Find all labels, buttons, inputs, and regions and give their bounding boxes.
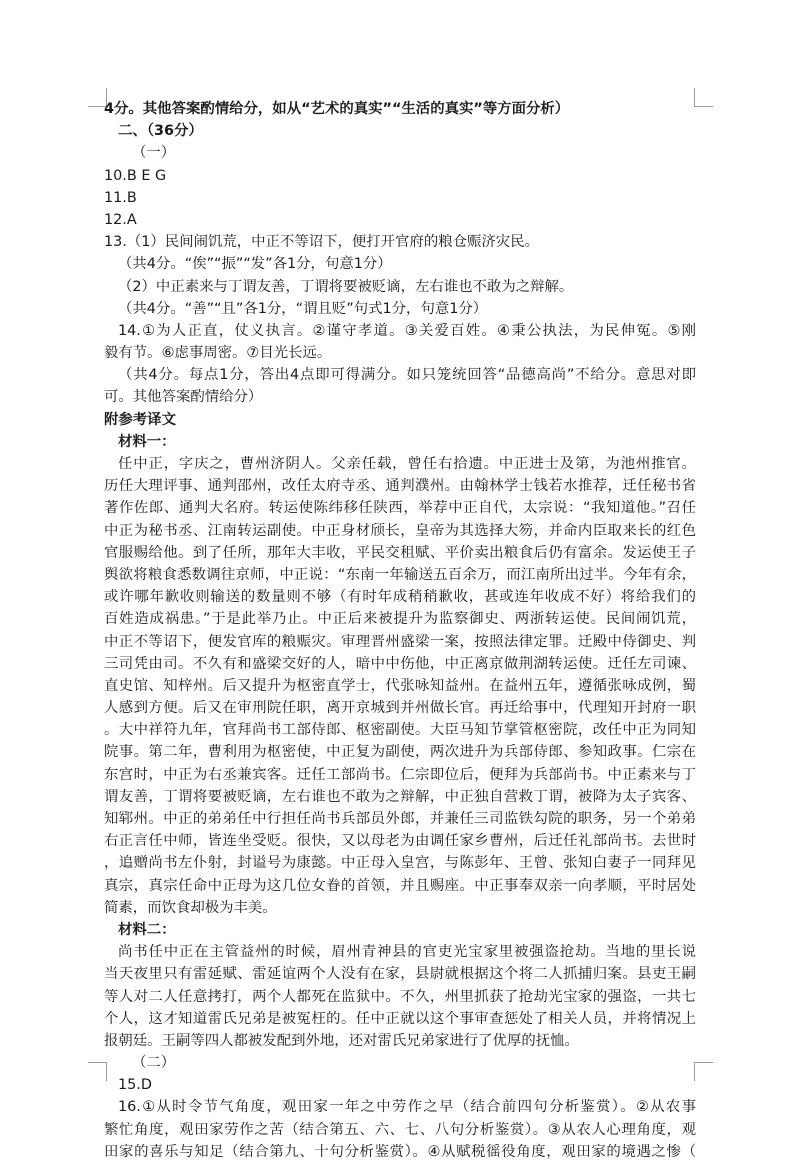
text-line: 16.①从时令节气角度，观田家一年之中劳作之早（结合前四句分析鉴赏）。②从农事 xyxy=(118,1099,696,1116)
text-line: 等人对二人任意拷打，两个人都死在监狱中。不久，州里抓获了抢劫光宝家的强盗，一共七 xyxy=(104,988,696,1005)
text-line: 中正不等诏下，便发官库的粮赈灾。审理晋州盛梁一案，按照法律定罪。迁殿中侍御史、判 xyxy=(104,633,696,650)
crop-mark-top-right xyxy=(694,88,713,107)
text-line: （二） xyxy=(132,1055,176,1072)
text-line: 4分。其他答案酌情给分，如从“艺术的真实”“生活的真实”等方面分析） xyxy=(104,101,570,117)
text-line: 任中正，字庆之，曹州济阴人。父亲任载，曾任右拾遗。中正进士及第，为池州推官。 xyxy=(118,456,696,472)
text-line: 中正为秘书丞、江南转运副使。中正身材颀长，皇帝为其选择大笏，并命内臣取来长的红色 xyxy=(104,522,696,539)
text-line: 材料二： xyxy=(118,921,176,938)
text-line: 14.①为人正直，仗义执言。②谨守孝道。③关爱百姓。④秉公执法，为民伸冤。⑤刚 xyxy=(118,322,696,339)
text-line: 繁忙角度，观田家劳作之苦（结合第五、六、七、八句分析鉴赏）。③从农人心理角度，观 xyxy=(104,1121,696,1138)
text-line: 13.（1）民间闹饥荒，中正不等诏下，便打开官府的粮仓赈济灾民。 xyxy=(104,234,539,251)
text-line: （共4分。每点1分，答出4点即可得满分。如只笼统回答“品德高尚”不给分。意思对即 xyxy=(118,367,696,384)
text-line: 可。其他答案酌情给分） xyxy=(104,389,263,406)
text-line: 真宗，真宗任命中正母为这几位女眷的首领，并且赐座。中正事奉双亲一向孝顺，平时居处 xyxy=(104,877,696,894)
text-line: 人感到方便。后又在审刑院任职，离开京城到并州做长官。再迁给事中，代理知开封府一职 xyxy=(104,700,696,717)
text-line: 11.B xyxy=(104,189,137,206)
text-line: 报朝廷。王嗣等四人都被发配到外地，还对雷氏兄弟家进行了优厚的抚恤。 xyxy=(104,1032,579,1049)
text-line: 舆欲将粮食悉数调往京师，中正说：“东南一年输送五百余万，而江南所出过半。今年有余， xyxy=(104,566,696,583)
document-page xyxy=(104,98,696,1163)
text-line: 材料一： xyxy=(118,433,176,450)
text-line: 15.D xyxy=(118,1077,152,1094)
text-line: 官服赐给他。到了任所，那年大丰收，平民交租赋、平价卖出粮食后仍有富余。发运使王子 xyxy=(104,544,696,561)
text-line: 东宫时，中正为右丞兼宾客。迁任工部尚书。仁宗即位后，便拜为兵部尚书。中正素来与丁 xyxy=(104,766,696,783)
text-line: 简素，而饮食却极为丰美。 xyxy=(104,899,277,916)
text-line: （2）中正素来与丁谓友善，丁谓将要被贬谪，左右谁也不敢为之辩解。 xyxy=(118,278,574,295)
text-line: （共4分。“善”“且”各1分，“谓且贬”句式1分，句意1分） xyxy=(118,300,488,317)
crop-mark-bottom-right xyxy=(694,1062,713,1081)
text-line: 直史馆、知梓州。后又提升为枢密直学士，代张咏知益州。在益州五年，遵循张咏成例，蜀 xyxy=(104,677,696,694)
text-line: 。大中祥符九年，官拜尚书工部侍郎、枢密副使。大臣马知节掌管枢密院，改任中正为同知 xyxy=(104,722,696,739)
text-line: 二、（36分） xyxy=(118,123,203,140)
text-line: 或许哪年歉收则输送的数量则不够（有时年成稍稍歉收，甚或连年收成不好）将给我们的 xyxy=(104,589,696,606)
text-line: 10.B E G xyxy=(104,167,167,184)
text-line: 三司凭由司。不久有和盛梁交好的人，暗中中伤他，中正离京做荆湖转运使。迁任左司谏、 xyxy=(104,655,696,672)
text-line: ，追赠尚书左仆射，封谥号为康懿。中正母入皇宫，与陈彭年、王曾、张知白妻子一同拜见 xyxy=(104,855,696,872)
text-line: （一） xyxy=(132,145,176,162)
text-line: 毅有节。⑥虑事周密。⑦目光长远。 xyxy=(104,345,332,362)
text-line: 12.A xyxy=(104,211,137,228)
text-line: 右正言任中师，皆连坐受贬。很快，又以母老为由调任家乡曹州，后迁任礼部尚书。去世时 xyxy=(104,833,696,850)
text-line: 尚书任中正在主管益州的时候，眉州青神县的官吏光宝家里被强盗抢劫。当地的里长说 xyxy=(118,944,696,961)
text-line: 著作佐郎、通判大名府。转运使陈纬移任陕西，举荐中正自代，太宗说：“我知道他。”召任 xyxy=(104,500,696,517)
text-line: 历任大理评事、通判邵州，改任太府寺丞、通判濮州。由翰林学士钱若水推荐，迁任秘书省 xyxy=(104,478,696,495)
text-line: 田家的喜乐与知足（结合第九、十句分析鉴赏）。④从赋税徭役角度，观田家的境遇之惨（ xyxy=(104,1143,696,1160)
text-line: 附参考译文 xyxy=(104,411,176,428)
text-line: 个人，这才知道雷氏兄弟是被冤枉的。任中正就以这个事审查惩处了相关人员，并将情况上 xyxy=(104,1010,696,1027)
text-line: 谓友善，丁谓将要被贬谪，左右谁也不敢为之辩解，中正独自营救丁谓，被降为太子宾客、 xyxy=(104,788,696,805)
text-line: 知郓州。中正的弟弟任中行担任尚书兵部员外郎，并兼任三司监铁勾院的职务，另一个弟弟 xyxy=(104,811,696,827)
text-line: （共4分。“俟”“振”“发”各1分，句意1分） xyxy=(118,256,392,273)
text-line: 当天夜里只有雷延赋、雷延谊两个人没有在家，县尉就根据这个将二人抓捕归案。县吏王嗣 xyxy=(104,966,696,983)
text-line: 院事。第二年，曹利用为枢密使，中正复为副使，两次进升为兵部侍郎、参知政事。仁宗在 xyxy=(104,744,696,761)
text-line: 百姓造成祸患。”于是此举乃止。中正后来被提升为监察御史、两浙转运使。民间闹饥荒， xyxy=(104,611,696,628)
